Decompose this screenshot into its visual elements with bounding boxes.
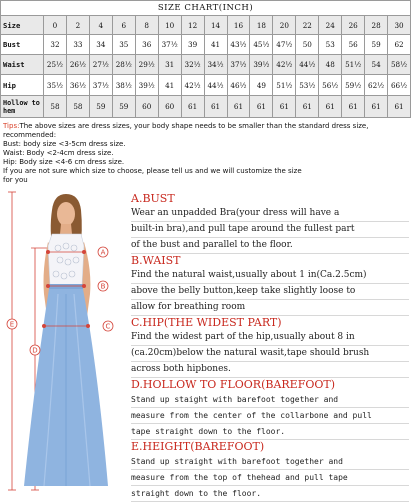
size-cell: 4: [89, 16, 112, 35]
hip-title: C.HIP(THE WIDEST PART): [131, 316, 282, 329]
hip-cell: 39½: [135, 75, 158, 96]
size-cell: 12: [181, 16, 204, 35]
size-cell: 2: [66, 16, 89, 35]
hip-cell: 59½: [342, 75, 365, 96]
hip-cell: 66½: [388, 75, 411, 96]
hollow-cell: 61: [273, 96, 296, 118]
hollow-title: D.HOLLOW TO FLOOR(BAREFOOT): [131, 378, 335, 391]
waist-row: [1, 55, 411, 75]
waist-cell: 39½: [250, 55, 273, 75]
tips-line: Waist: Body <2-4cm dress size.: [3, 149, 114, 157]
size-cell: 24: [319, 16, 342, 35]
tips-prefix: Tips:: [3, 122, 20, 130]
tips-text: The above sizes are dress sizes, your body shape needs to be smaller than the standard dress size,: [19, 122, 369, 130]
bust-cell: 43½: [227, 35, 250, 55]
waist-cell: 44½: [296, 55, 319, 75]
hollow-cell: 61: [181, 96, 204, 118]
waist-cell: 29½: [135, 55, 158, 75]
hip-row: [1, 75, 411, 96]
bust-cell: 35: [112, 35, 135, 55]
row-label: Hollow to hem: [1, 96, 44, 118]
height-guide: [131, 440, 409, 502]
guide-line: measure from the center of the collarbone and pull: [131, 408, 409, 424]
waist-cell: 42½: [273, 55, 296, 75]
guide-line: Stand up straight with barefoot together and: [131, 454, 409, 470]
waist-cell: 58½: [388, 55, 411, 75]
waist-cell: 31: [158, 55, 181, 75]
hollow-cell: 61: [227, 96, 250, 118]
guide-line: Stand up staight with barefoot together and: [131, 392, 409, 408]
bust-cell: 62: [388, 35, 411, 55]
tips-line: for you: [3, 176, 28, 184]
size-cell: 18: [250, 16, 273, 35]
size-cell: 16: [227, 16, 250, 35]
guide-line: across both hipbones.: [131, 362, 409, 378]
waist-title: B.WAIST: [131, 254, 181, 267]
hollow-cell: 61: [388, 96, 411, 118]
guide-line: built-in bra),and pull tape around the fullest part: [131, 222, 409, 238]
waist-cell: 37½: [227, 55, 250, 75]
bust-cell: 34: [89, 35, 112, 55]
waist-cell: 51½: [342, 55, 365, 75]
bust-cell: 36: [135, 35, 158, 55]
hip-cell: 51½: [273, 75, 296, 96]
guide-line: above the belly button,keep take slightly loose to: [131, 284, 409, 300]
waist-cell: 34½: [204, 55, 227, 75]
hip-cell: 42½: [181, 75, 204, 96]
size-row: [1, 16, 411, 35]
size-cell: 8: [135, 16, 158, 35]
hollow-cell: 61: [204, 96, 227, 118]
model-illustration: [0, 190, 132, 495]
bust-cell: 56: [342, 35, 365, 55]
tips-line: Hip: Body size <4-6 cm dress size.: [3, 158, 125, 166]
bust-cell: 39: [181, 35, 204, 55]
hip-cell: 38½: [112, 75, 135, 96]
size-cell: 14: [204, 16, 227, 35]
waist-cell: 48: [319, 55, 342, 75]
model-figure: [0, 190, 132, 495]
hollow-to-hem-row: [1, 96, 411, 118]
row-label: Bust: [1, 35, 44, 55]
label-c: C: [105, 322, 111, 331]
waist-cell: 27½: [89, 55, 112, 75]
tips-section: [3, 122, 408, 185]
bust-cell: 37½: [158, 35, 181, 55]
bust-cell: 53: [319, 35, 342, 55]
measuring-guide: [131, 192, 409, 502]
tips-line: If you are not sure which size to choose, please tell us and we will customize the size: [3, 167, 302, 175]
size-cell: 28: [365, 16, 388, 35]
size-cell: 0: [44, 16, 67, 35]
hollow-cell: 61: [365, 96, 388, 118]
face-shape: [57, 202, 75, 226]
guide-line: Find the widest part of the hip,usually about 8 in: [131, 330, 409, 346]
label-e: E: [9, 320, 15, 329]
waist-cell: 28½: [112, 55, 135, 75]
label-a-badge: [98, 247, 108, 257]
hip-cell: 46½: [227, 75, 250, 96]
bust-title: A.BUST: [131, 192, 175, 205]
hip-cell: 62½: [365, 75, 388, 96]
bust-cell: 45½: [250, 35, 273, 55]
tips-line: Bust: body size <3-5cm dress size.: [3, 140, 126, 148]
guide-line: Wear an unpadded Bra(your dress will have a: [131, 206, 409, 222]
row-label: Waist: [1, 55, 44, 75]
hollow-cell: 61: [319, 96, 342, 118]
guide-line: (ca.20cm)below the natural wasit,tape should brush: [131, 346, 409, 362]
guide-line: Find the natural waist,usually about 1 in(Ca.2.5cm): [131, 268, 409, 284]
label-a: A: [100, 248, 106, 257]
label-c-badge: [103, 321, 113, 331]
hip-cell: 53½: [296, 75, 319, 96]
hip-cell: 44½: [204, 75, 227, 96]
bust-cell: 59: [365, 35, 388, 55]
guide-line: allow for breathing room: [131, 300, 409, 316]
guide-line: measure from the top of thehead and pull tape: [131, 470, 409, 486]
hip-cell: 49: [250, 75, 273, 96]
row-label: Size: [1, 16, 44, 35]
guide-line: tape straight down to the floor.: [131, 424, 409, 440]
guide-line: of the bust and parallel to the floor.: [131, 238, 409, 254]
hip-cell: 37½: [89, 75, 112, 96]
size-cell: 10: [158, 16, 181, 35]
bust-cell: 50: [296, 35, 319, 55]
size-cell: 30: [388, 16, 411, 35]
waist-cell: 54: [365, 55, 388, 75]
label-d-badge: [30, 345, 40, 355]
waist-cell: 32½: [181, 55, 204, 75]
tips-line: recommended:: [3, 131, 57, 139]
height-title: E.HEIGHT(BAREFOOT): [131, 440, 265, 453]
hollow-cell: 59: [89, 96, 112, 118]
label-e-badge: [7, 319, 17, 329]
size-cell: 6: [112, 16, 135, 35]
hollow-cell: 58: [66, 96, 89, 118]
bust-cell: 41: [204, 35, 227, 55]
row-label: Hip: [1, 75, 44, 96]
label-d: D: [32, 346, 38, 355]
label-b: B: [100, 282, 106, 291]
hollow-guide: [131, 378, 409, 440]
hip-guide: [131, 316, 409, 378]
hollow-cell: 60: [135, 96, 158, 118]
size-chart-title: SIZE CHART(INCH): [1, 1, 411, 16]
size-chart-table: [0, 0, 411, 118]
hip-cell: 56½: [319, 75, 342, 96]
hip-cell: 35½: [44, 75, 67, 96]
waist-cell: 26½: [66, 55, 89, 75]
hollow-cell: 61: [296, 96, 319, 118]
size-chart: [0, 0, 411, 118]
label-b-badge: [98, 281, 108, 291]
hollow-cell: 60: [158, 96, 181, 118]
hip-cell: 41: [158, 75, 181, 96]
guide-line: straight down to the floor.: [131, 486, 409, 502]
hollow-cell: 61: [250, 96, 273, 118]
size-cell: 26: [342, 16, 365, 35]
hip-cell: 36½: [66, 75, 89, 96]
tips-line: [3, 122, 408, 131]
waist-guide: [131, 254, 409, 316]
bust-cell: 33: [66, 35, 89, 55]
hollow-cell: 61: [342, 96, 365, 118]
size-cell: 22: [296, 16, 319, 35]
hollow-cell: 58: [44, 96, 67, 118]
hollow-cell: 59: [112, 96, 135, 118]
size-cell: 20: [273, 16, 296, 35]
bust-row: [1, 35, 411, 55]
bust-guide: [131, 192, 409, 254]
bust-cell: 32: [44, 35, 67, 55]
bust-cell: 47½: [273, 35, 296, 55]
waist-cell: 25½: [44, 55, 67, 75]
